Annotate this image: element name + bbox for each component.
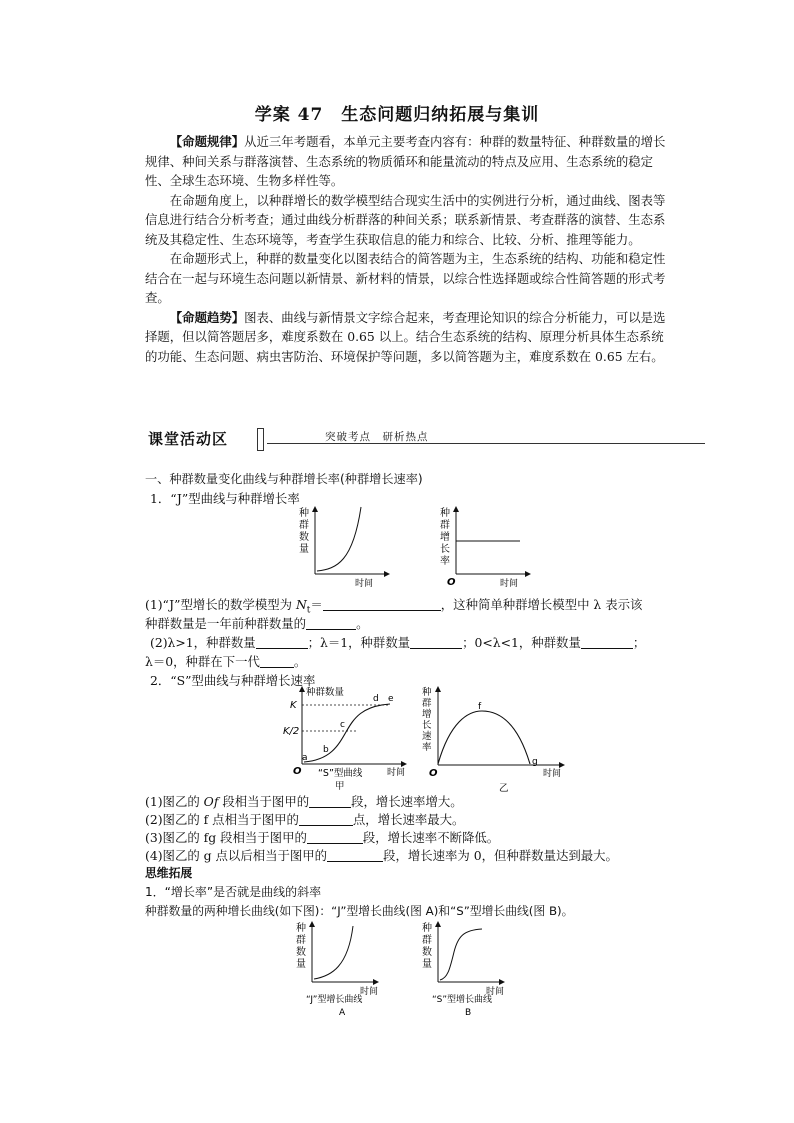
ylabel-char: 群: [296, 935, 306, 946]
banner-label: 课堂活动区: [148, 430, 229, 448]
point-a: a: [302, 753, 308, 763]
q3-3-post: 段，增长速率不断降低。: [362, 830, 500, 845]
section-banner: [145, 426, 705, 452]
xlabel: 时间: [543, 769, 562, 779]
ylabel-char: 率: [440, 556, 450, 567]
intro-paragraph-4: [145, 308, 675, 367]
xlabel: 时间: [355, 579, 374, 588]
answer-blank[interactable]: [410, 636, 462, 649]
point-g: g: [532, 757, 538, 767]
trend-label: 【命题趋势】: [169, 309, 245, 325]
j-growth-rate-chart: [436, 503, 536, 588]
question-1a: [145, 595, 642, 615]
extension-item-1: 1．“增长率”是否就是曲线的斜率: [145, 885, 322, 899]
extension-item-1-text: 种群数量的两种增长曲线(如下图)：“J”型增长曲线(图 A)和“S”型增长曲线(图 B)。: [145, 904, 574, 918]
xlabel: 时间: [500, 579, 519, 588]
answer-blank[interactable]: [323, 598, 441, 611]
q2d-text: ；: [632, 635, 646, 650]
ylabel-char: 种: [422, 687, 432, 698]
q2e-text: λ＝0，种群在下一代: [145, 654, 260, 669]
chart-b: [418, 918, 528, 1018]
q1a-var: N: [295, 597, 307, 612]
q3-2-pre: (2)图乙的 f 点相当于图甲的: [145, 812, 299, 827]
answer-blank[interactable]: [581, 636, 633, 649]
q1a-eq: ＝: [310, 597, 323, 612]
k-half-label: K/2: [283, 726, 300, 737]
extension-heading: 思维拓展: [145, 866, 193, 880]
tag: A: [339, 1008, 346, 1018]
ylabel-char: 速: [422, 731, 432, 742]
j-curve-chart: [295, 503, 395, 588]
answer-blank[interactable]: [309, 795, 351, 808]
q3-3-pre: (3)图乙的 fg 段相当于图甲的: [145, 830, 307, 845]
q2b-text: ；λ＝1，种群数量: [307, 635, 411, 650]
ylabel-char: 数: [296, 947, 306, 958]
section1-sub2: 2．“S”型曲线与种群增长速率: [150, 673, 316, 688]
xlabel: 时间: [360, 987, 379, 997]
origin: O: [447, 577, 456, 588]
s-curve-chart: [280, 684, 410, 794]
caption-2: 甲: [335, 781, 345, 792]
banner-bar: [257, 428, 264, 451]
q3-1-post: 段，增长速率增大。: [351, 794, 463, 809]
ylabel-char: 量: [422, 959, 432, 970]
q1b-end: 。: [356, 616, 369, 631]
j-curve: [317, 507, 361, 571]
ylabel-char: 群: [440, 520, 450, 531]
answer-blank[interactable]: [306, 617, 356, 630]
point-e: e: [388, 694, 394, 704]
question-2b: [145, 652, 306, 670]
ylabel-char: 数: [299, 532, 309, 543]
answer-blank[interactable]: [327, 849, 383, 862]
q1a-text: (1)“J”型增长的数学模型为: [145, 597, 296, 612]
question-2a: [150, 633, 645, 651]
ylabel-char: 量: [296, 959, 306, 970]
q1a-sub: t: [306, 605, 311, 616]
point-c: c: [340, 720, 345, 730]
intro-paragraph-2: 在命题角度上，以种群增长的数学模型结合现实生活中的实例进行分析，通过曲线、图表等信息进行结合分析考查；通过曲线分析群落的种间关系；联系新情景、考查群落的演替、生态系统及其稳定性、生态环境等，考查学生获取信息的能力和综合、比较、分析、推理等能力。: [145, 192, 666, 247]
caption: “S”型增长曲线: [432, 995, 493, 1005]
answer-blank[interactable]: [256, 636, 308, 649]
question-3-3: [145, 828, 499, 846]
xlabel: 时间: [486, 987, 505, 997]
answer-blank[interactable]: [260, 655, 294, 668]
point-b: b: [323, 745, 329, 755]
caption: “S”型曲线: [318, 768, 363, 779]
ylabel-char: 种: [299, 508, 309, 519]
q2f-text: 。: [293, 654, 307, 669]
ylabel-char: 增: [422, 709, 432, 720]
ylabel-char: 数: [422, 947, 432, 958]
ylabel-char: 量: [299, 544, 309, 555]
intro-paragraph-1: [145, 132, 675, 191]
question-1b: [145, 614, 368, 632]
law-label: 【命题规律】: [169, 134, 245, 149]
q2a-text: (2)λ>1，种群数量: [150, 635, 256, 650]
q3-4-pre: (4)图乙的 g 点以后相当于图甲的: [145, 848, 328, 863]
j-curve: [314, 926, 353, 979]
ylabel-char: 种: [440, 508, 450, 519]
q3-1-mid: 段相当于图甲的: [218, 794, 310, 809]
trend-text: 图表、曲线与新情景文字综合起来，考查理论知识的综合分析能力，可以是选择题，但以简答题居多，难度系数在 0.65 以上。结合生态系统的结构、原理分析具体生态系统的功能、生态问题、病虫害防治、环境保护等问题，多以简答题为主，难度系数在 0.65 左右。: [145, 309, 666, 364]
s-growth-rate-chart: [418, 684, 568, 794]
law-text: 从近三年考题看，本单元主要考查内容有：种群的数量特征、种群数量的增长规律、种间关系与群落演替、生态系统的物质循环和能量流动的特点及应用、生态系统的稳定性、全球生态环境、生物多样性等。: [145, 134, 666, 188]
ylabel-char: 群: [422, 935, 432, 946]
question-3-4: [145, 846, 618, 864]
page-title: 学案 47 生态问题归纳拓展与集训: [254, 105, 540, 125]
caption: 乙: [499, 783, 509, 794]
s-curve: [440, 929, 482, 980]
intro-block: [145, 132, 675, 366]
ylabel-char: 增: [440, 532, 450, 543]
q2c-text: ；0<λ<1，种群数量: [462, 635, 581, 650]
q1b-text: 种群数量是一年前种群数量的: [145, 616, 307, 631]
answer-blank[interactable]: [307, 831, 363, 844]
q3-1-pre: (1)图乙的: [145, 794, 204, 809]
q3-2-post: 点，增长速率最大。: [352, 812, 465, 827]
ylabel-char: 率: [422, 742, 432, 753]
tag: B: [465, 1008, 472, 1018]
section1-sub1: 1．“J”型曲线与种群增长率: [150, 491, 300, 506]
k-label: K: [290, 700, 297, 711]
chart-a: [292, 918, 402, 1018]
ylabel-char: 种: [296, 923, 306, 934]
q3-1-it: Of: [203, 794, 219, 809]
question-3-1: [145, 792, 463, 810]
rate-curve: [438, 711, 530, 764]
section1-heading: 一、种群数量变化曲线与种群增长率(种群增长速率): [145, 472, 423, 486]
intro-paragraph-3: 在命题形式上，种群的数量变化以图表结合的简答题为主，生态系统的结构、功能和稳定性结合在一起与环境生态问题以新情景、新材料的情景，以综合性选择题或综合性简答题的形式考查。: [145, 251, 666, 305]
origin: O: [429, 768, 438, 779]
q3-4-post: 段，增长速率为 0，但种群数量达到最大。: [383, 848, 618, 863]
origin: O: [293, 766, 302, 777]
ylabel-char: 长: [440, 544, 450, 555]
ylabel-char: 群: [299, 520, 309, 531]
ylabel-char: 长: [422, 720, 432, 731]
q1a-tail: ，这种简单种群增长模型中 λ 表示该: [440, 597, 643, 612]
caption: “J”型增长曲线: [306, 995, 363, 1005]
point-d: d: [373, 694, 379, 704]
ytitle: 种群数量: [306, 687, 345, 698]
ylabel-char: 种: [422, 923, 432, 934]
point-f: f: [478, 702, 482, 712]
xlabel: 时间: [387, 768, 406, 778]
ylabel-char: 群: [422, 698, 432, 709]
banner-subtitle: 突破考点 研析热点: [325, 431, 429, 443]
s-curve: [304, 704, 390, 762]
question-3-2: [145, 810, 464, 828]
answer-blank[interactable]: [299, 813, 353, 826]
